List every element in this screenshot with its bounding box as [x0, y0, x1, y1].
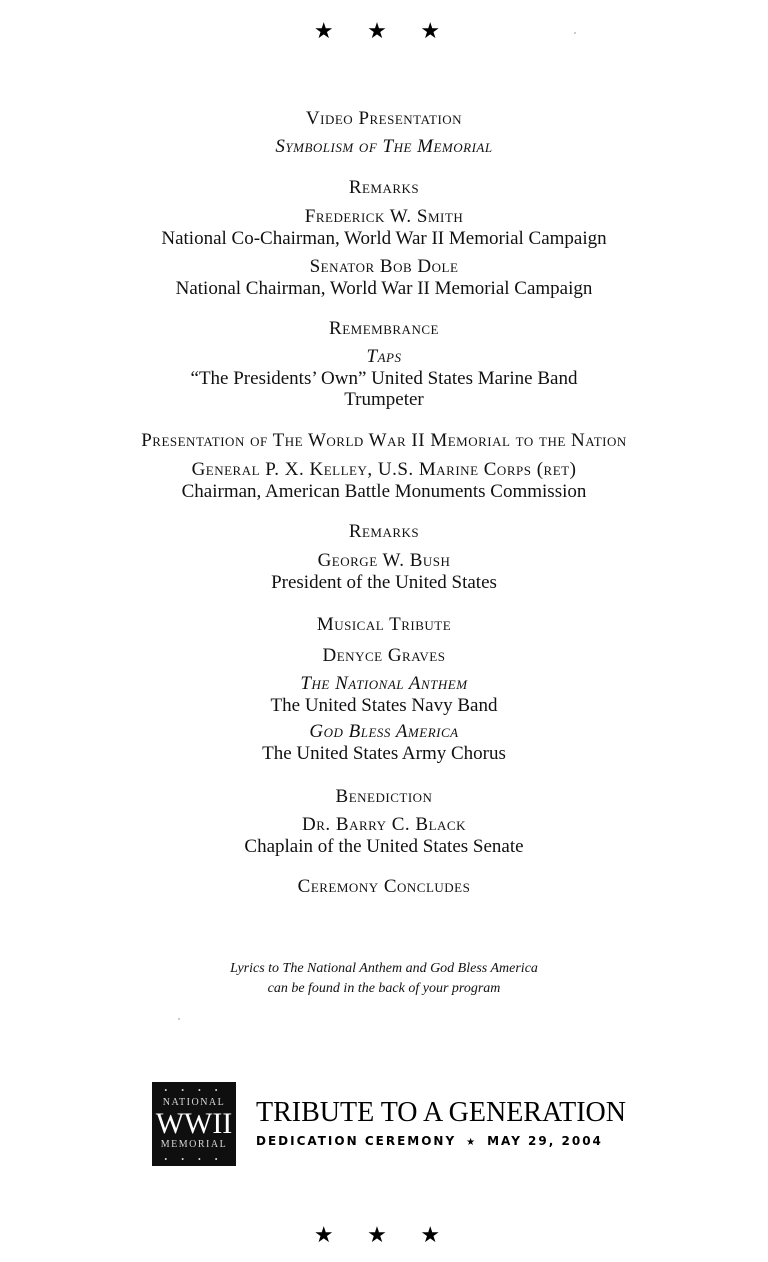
benediction-heading: Benediction — [335, 786, 433, 807]
lyrics-note-line-1: Lyrics to The National Anthem and God Bless America — [230, 961, 538, 976]
lyrics-note-line-2: can be found in the back of your program — [267, 981, 501, 996]
bush-title: President of the United States — [271, 572, 497, 593]
graves-name: Denyce Graves — [322, 645, 446, 666]
print-speck — [178, 1018, 180, 1020]
logo-line-national: NATIONAL — [162, 1097, 226, 1108]
black-title: Chaplain of the United States Senate — [244, 836, 524, 857]
speaker-2-name: Senator Bob Dole — [309, 256, 459, 277]
black-name: Dr. Barry C. Black — [302, 814, 466, 835]
logo-line-memorial: MEMORIAL — [160, 1139, 228, 1150]
footer-title: TRIBUTE TO A GENERATION — [256, 1097, 626, 1128]
marine-band: “The Presidents’ Own” United States Marine Band — [190, 368, 578, 389]
musical-tribute-heading: Musical Tribute — [316, 614, 452, 635]
footer-date: MAY 29, 2004 — [487, 1134, 603, 1148]
logo-dots: • • • • — [164, 1086, 224, 1095]
taps-title: Taps — [366, 346, 402, 367]
remarks-heading-1: Remarks — [348, 177, 420, 198]
remembrance-heading: Remembrance — [329, 318, 439, 339]
logo-dots-bottom: • • • • — [164, 1155, 224, 1164]
god-bless-title: God Bless America — [309, 721, 459, 742]
print-speck — [574, 32, 576, 34]
footer-subtitle — [256, 1134, 603, 1148]
video-title: Symbolism of The Memorial — [275, 136, 493, 157]
bush-name: George W. Bush — [317, 550, 451, 571]
kelley-name: General P. X. Kelley, U.S. Marine Corps (ret) — [191, 459, 577, 480]
logo-line-wwii: WWII — [155, 1107, 233, 1140]
ceremony-concludes: Ceremony Concludes — [297, 876, 471, 897]
video-presentation-heading: Video Presentation — [305, 108, 463, 129]
remarks-heading-2: Remarks — [348, 521, 420, 542]
army-chorus: The United States Army Chorus — [262, 743, 506, 764]
presentation-heading: Presentation of The World War II Memorial to the Nation — [141, 430, 627, 451]
anthem-title: The National Anthem — [300, 673, 468, 694]
speaker-1-title: National Co-Chairman, World War II Memorial Campaign — [161, 228, 607, 249]
footer-branding — [152, 1082, 626, 1168]
kelley-title: Chairman, American Battle Monuments Commission — [181, 481, 587, 502]
star-icon: ★ — [466, 1137, 478, 1148]
speaker-1-name: Frederick W. Smith — [304, 206, 464, 227]
trumpeter: Trumpeter — [344, 389, 424, 410]
footer-ceremony-label: DEDICATION CEREMONY — [256, 1134, 457, 1148]
wwii-memorial-logo — [152, 1082, 236, 1166]
navy-band: The United States Navy Band — [270, 695, 498, 716]
speaker-2-title: National Chairman, World War II Memorial Campaign — [175, 278, 593, 299]
bottom-stars: ★ ★ ★ — [313, 1222, 455, 1247]
top-stars: ★ ★ ★ — [313, 18, 455, 43]
